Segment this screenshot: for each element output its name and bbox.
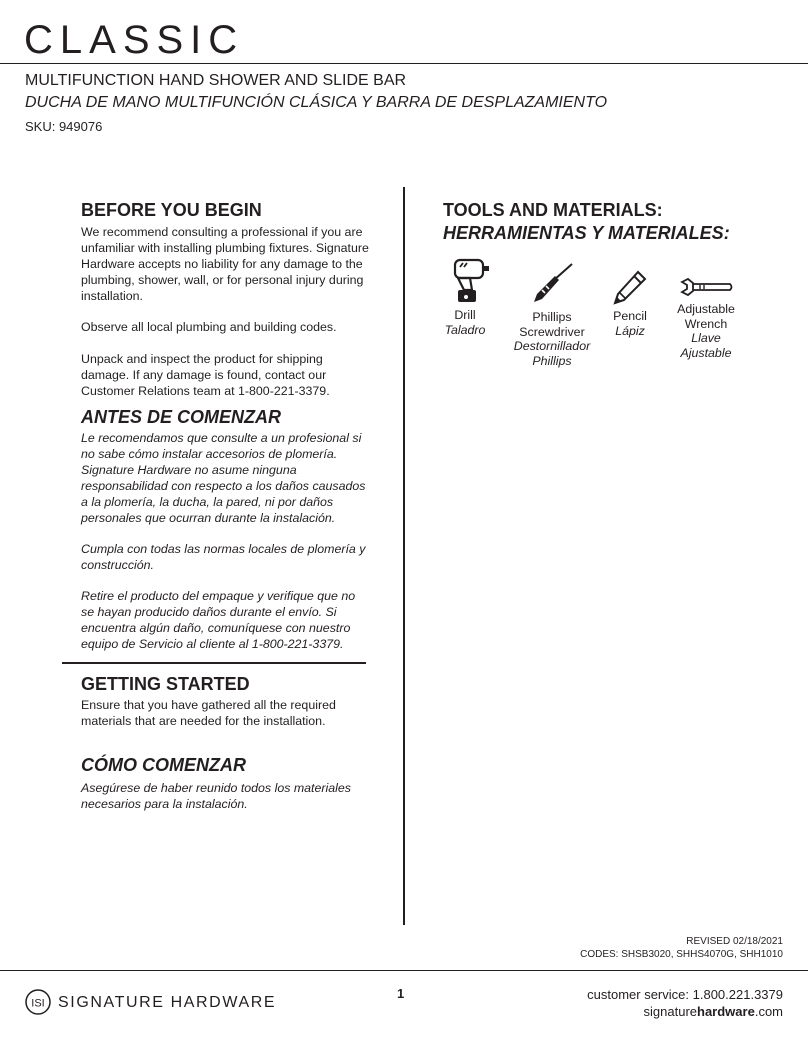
tool-wrench [666,276,746,360]
brand-name: SIGNATURE HARDWARE [58,994,277,1011]
before-paragraph-1: We recommend consulting a professional if you are unfamiliar with installing plumbing fixtures. Signature Hardware accepts no liability for any damage to the plumbing, shower, wall, or for personal injury during installation. [81,225,369,303]
revision-date: REVISED 02/18/2021 [686,936,783,947]
getting-started-paragraph: Ensure that you have gathered all the required materials that are needed for the installation. [81,698,336,728]
tool-wrench-label: Adjustable Wrench [677,302,735,331]
before-you-begin-heading: BEFORE YOU BEGIN [81,200,262,220]
product-codes: CODES: SHSB3020, SHHS4070G, SHH1010 [580,949,783,960]
before-paragraph-3: Unpack and inspect the product for shipping damage. If any damage is found, contact our Customer Relations team at 1-800-221-3379. [81,352,330,398]
tool-wrench-label-es: Llave Ajustable [680,331,732,360]
sku-label: SKU: 949076 [25,119,103,134]
website-prefix: signature [643,1004,698,1019]
tool-screwdriver-label-es: Destornillador Phillips [513,339,591,368]
website-bold: hardware [697,1004,755,1019]
tool-drill [429,256,501,337]
tool-pencil [604,269,656,338]
section-divider [62,662,366,664]
tools-heading-en: TOOLS AND MATERIALS: [443,200,663,220]
antes-paragraph-3: Retire el producto del empaque y verifique que no se hayan producido daños durante el envío. Si encuentra algún daño, comuníquese con nuestro equipo de Servicio al cliente al 1-800-221-3379. [81,589,356,651]
brand-title: CLASSIC [24,18,245,62]
customer-service [587,986,783,1003]
como-comenzar-heading: CÓMO COMENZAR [81,755,246,775]
product-title-es: DUCHA DE MANO MULTIFUNCIÓN CLÁSICA Y BARRA DE DESPLAZAMIENTO [25,94,608,111]
antes-paragraph-2: Cumpla con todas las normas locales de plomería y construcción. [81,542,366,572]
footer-rule [0,970,808,971]
como-comenzar-paragraph: Asegúrese de haber reunido todos los materiales necesarios para la instalación. [81,781,352,811]
pencil-icon [612,269,648,305]
antes-de-comenzar-heading: ANTES DE COMENZAR [81,407,282,427]
before-paragraph-2: Observe all local plumbing and building codes. [81,320,337,334]
screwdriver-icon [528,262,576,306]
tools-heading-es: HERRAMIENTAS Y MATERIALES: [443,223,730,243]
drill-icon [438,256,492,304]
tool-screwdriver-label: Phillips Screwdriver [519,310,585,339]
getting-started-heading: GETTING STARTED [81,674,250,694]
column-divider [403,187,405,925]
wrench-icon [678,276,734,298]
signature-hardware-logo-icon [25,989,51,1015]
tool-screwdriver [508,262,596,368]
tool-drill-label: Drill [454,308,476,322]
tool-drill-label-es: Taladro [444,322,486,337]
tool-pencil-label: Pencil [613,309,647,323]
header-rule [0,63,808,64]
product-title-en: MULTIFUNCTION HAND SHOWER AND SLIDE BAR [25,72,407,89]
customer-service-phone: 1.800.221.3379 [692,987,783,1002]
antes-paragraph-1: Le recomendamos que consulte a un profesional si no sabe cómo instalar accesorios de plomería. Signature Hardware no asume ninguna responsabilidad con respecto a los daños causados a la plomería, la ducha, la pared, ni por daños personales que ocurran durante la instalación. [81,431,366,525]
svg-text:ISI: ISI [31,997,45,1010]
customer-service-label: customer service: [587,987,689,1002]
tool-pencil-label-es: Lápiz [615,323,645,338]
website-link[interactable] [644,1003,783,1020]
page-number: 1 [397,986,405,1001]
website-suffix: .com [754,1004,783,1019]
